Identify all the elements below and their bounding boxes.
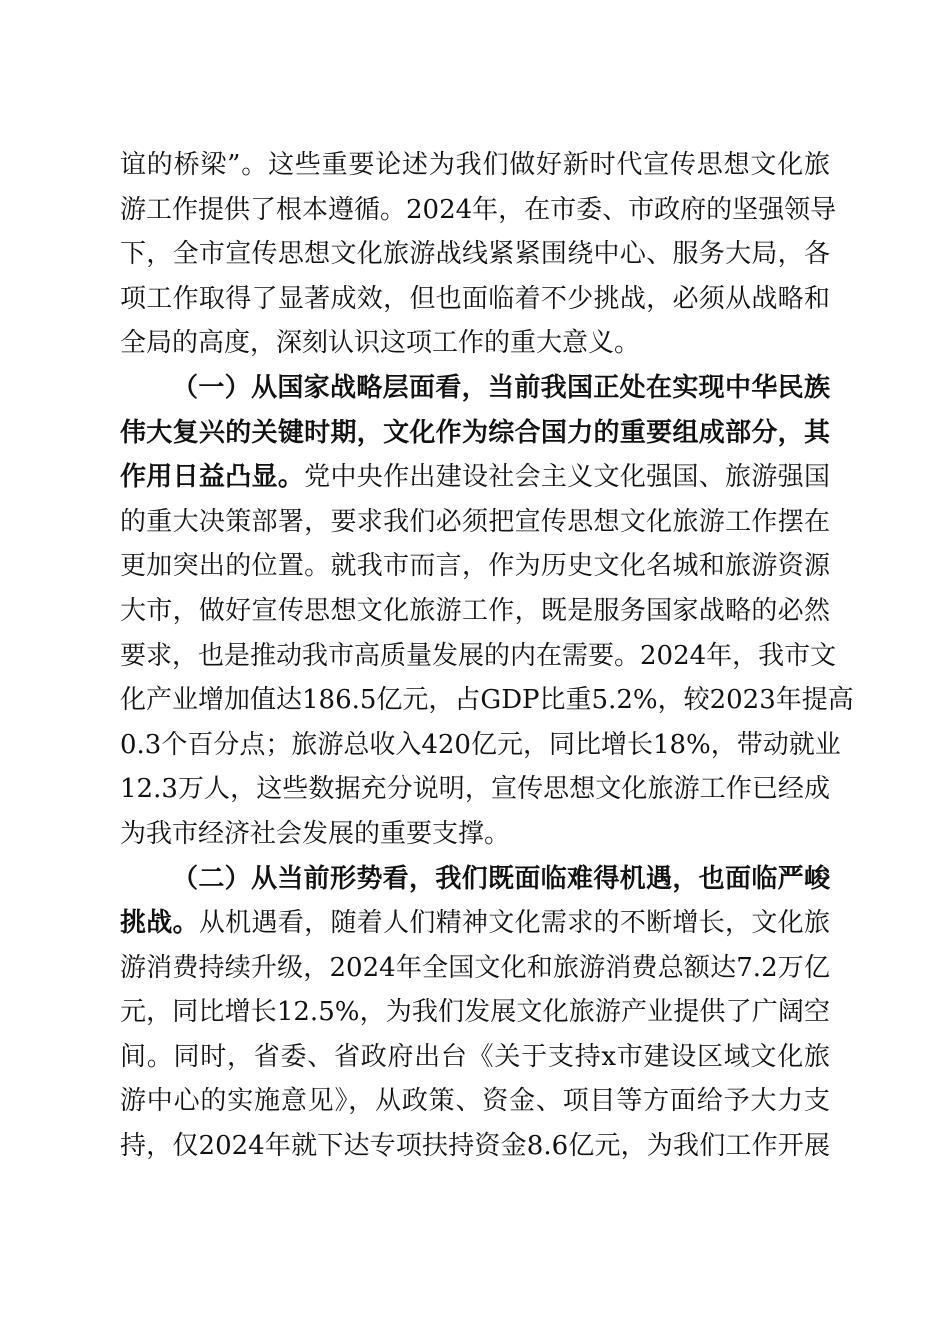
paragraph-3-line-5: 间。同时，省委、省政府出台《关于支持x市建设区域文化旅 <box>120 1041 830 1072</box>
paragraph-2-line-5: 更加突出的位置。就我市而言，作为历史文化名城和旅游资源 <box>120 551 830 582</box>
paragraph-3-line-7: 持，仅2024年就下达专项扶持资金8.6亿元，为我们工作开展 <box>120 1131 830 1162</box>
section-1-heading-line-2: 伟大复兴的关键时期，文化作为综合国力的重要组成部分，其 <box>120 417 830 448</box>
paragraph-1-line-2: 游工作提供了根本遵循。2024年，在市委、市政府的坚强领导 <box>120 194 837 225</box>
paragraph-2-line-4: 的重大决策部署，要求我们必须把宣传思想文化旅游工作摆在 <box>120 506 830 537</box>
paragraph-2-line-6: 大市，做好宣传思想文化旅游工作，既是服务国家战略的必然 <box>120 595 830 626</box>
paragraph-2-line-9: 0.3个百分点；旅游总收入420亿元，同比增长18%，带动就业 <box>120 729 841 760</box>
paragraph-3-line-4: 元，同比增长12.5%，为我们发展文化旅游产业提供了广阔空 <box>120 997 830 1028</box>
paragraph-2-line-8: 化产业增加值达186.5亿元，占GDP比重5.2%，较2023年提高 <box>120 685 854 716</box>
section-2-heading-tail: 挑战。 <box>120 908 199 939</box>
paragraph-2-line-10: 12.3万人，这些数据充分说明，宣传思想文化旅游工作已经成 <box>120 774 830 805</box>
paragraph-3-line-2 <box>120 901 830 946</box>
paragraph-2-line-7: 要求，也是推动我市高质量发展的内在需要。2024年，我市文 <box>120 640 837 671</box>
paragraph-3-line-6: 游中心的实施意见》，从政策、资金、项目等方面给予大力支 <box>120 1086 830 1117</box>
paragraph-1-line-5: 全局的高度，深刻认识这项工作的重大意义。 <box>120 328 641 359</box>
section-2-heading-line-1: （二）从当前形势看，我们既面临难得机遇，也面临严峻 <box>172 863 830 894</box>
paragraph-3-line-2-rest: 从机遇看，随着人们精神文化需求的不断增长，文化旅 <box>198 908 830 939</box>
section-1-heading-line-1: （一）从国家战略层面看，当前我国正处在实现中华民族 <box>172 372 830 403</box>
paragraph-1-line-3: 下，全市宣传思想文化旅游战线紧紧围绕中心、服务大局，各 <box>120 239 830 270</box>
paragraph-1-line-1: 谊的桥梁”。这些重要论述为我们做好新时代宣传思想文化旅 <box>120 150 830 180</box>
document-body <box>120 143 854 1169</box>
section-1-heading-tail: 作用日益凸显。 <box>120 462 305 493</box>
paragraph-2-line-3-rest: 党中央作出建设社会主义文化强国、旅游强国 <box>304 462 830 493</box>
paragraph-2-line-11: 为我市经济社会发展的重要支撑。 <box>120 818 511 849</box>
paragraph-3-line-3: 游消费持续升级，2024年全国文化和旅游消费总额达7.2万亿 <box>120 952 830 983</box>
paragraph-2-line-3 <box>120 455 830 500</box>
paragraph-1-line-4: 项工作取得了显著成效，但也面临着不少挑战，必须从战略和 <box>120 283 830 314</box>
